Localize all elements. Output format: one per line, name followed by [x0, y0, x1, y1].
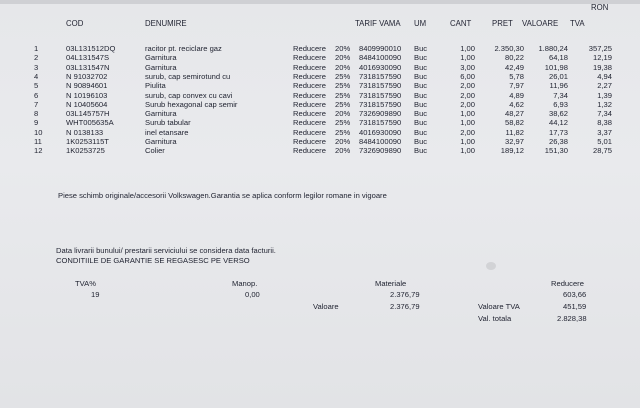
col-header-tva: TVA: [570, 19, 585, 28]
cell-pct: 25%: [335, 90, 351, 100]
cell-um: Buc: [414, 44, 428, 53]
cell-valoare: 64,18: [548, 53, 568, 63]
cell-nr: 8: [34, 109, 39, 119]
cell-um: Buc: [414, 53, 428, 63]
cell-cant: 2,00: [460, 81, 475, 91]
cell-cod: 1K0253115T: [66, 137, 109, 146]
cell-cod: 1K0253725: [66, 146, 105, 156]
cell-um: Buc: [414, 137, 428, 146]
valoare-tva-value: 451,59: [563, 302, 587, 311]
cell-cant: 1,00: [460, 53, 475, 63]
cell-pret: 42,49: [504, 62, 524, 72]
scan-smudge: [486, 262, 496, 270]
cell-cod: N 10405604: [66, 99, 108, 109]
volkswagen-note: Piese schimb originale/accesorii Volkswagen.Garantia se aplica conform legilor romane in vigoare: [58, 191, 387, 200]
cell-cant: 3,00: [460, 62, 475, 72]
cell-tva: 1,39: [597, 90, 612, 100]
cell-tva: 7,34: [597, 109, 612, 119]
table-row: [0, 100, 640, 109]
cell-cant: 1,00: [460, 137, 475, 146]
cell-tva: 8,38: [597, 118, 612, 128]
cell-denumire: Garnitura: [145, 53, 177, 63]
cell-denumire: Surub hexagonal cap semir: [145, 99, 238, 109]
tva-percent-value: 19: [91, 290, 100, 299]
cell-pct: 20%: [335, 109, 351, 119]
tva-percent-label: TVA%: [75, 279, 96, 288]
cell-tva: 357,25: [588, 44, 612, 53]
cell-cant: 1,00: [460, 146, 475, 156]
cell-nr: 10: [34, 127, 43, 137]
cell-um: Buc: [414, 62, 428, 72]
cell-tarif: 7318157590: [359, 81, 402, 91]
cell-denumire: Garnitura: [145, 137, 177, 146]
cell-pret: 80,22: [504, 53, 524, 63]
cell-reducere: Reducere: [293, 53, 326, 63]
cell-pct: 25%: [335, 127, 351, 137]
cell-cant: 6,00: [460, 71, 475, 81]
col-header-tarif-vama: TARIF VAMA: [355, 19, 401, 28]
valoare-value: 2.376,79: [390, 302, 420, 311]
cell-um: Buc: [414, 118, 428, 128]
cell-valoare: 11,96: [549, 81, 568, 91]
table-row: [0, 44, 640, 53]
cell-valoare: 17,73: [548, 127, 568, 137]
cell-nr: 7: [34, 99, 39, 109]
cell-denumire: Garnitura: [145, 62, 177, 72]
cell-cant: 1,00: [460, 109, 475, 119]
cell-nr: 5: [34, 81, 39, 91]
table-row: [0, 109, 640, 118]
cell-um: Buc: [414, 127, 428, 137]
cell-denumire: racitor pt. reciclare gaz: [145, 44, 222, 53]
cell-tarif: 8409990010: [359, 44, 402, 53]
cell-tarif: 7318157590: [359, 90, 402, 100]
cell-tarif: 8484100090: [359, 53, 402, 63]
cell-pret: 189,12: [500, 146, 524, 156]
cell-pct: 25%: [335, 81, 351, 91]
cell-valoare: 6,93: [553, 99, 568, 109]
cell-tva: 28,75: [592, 146, 612, 156]
table-row: [0, 72, 640, 81]
cell-valoare: 26,01: [548, 71, 568, 81]
cell-tva: 19,38: [592, 62, 612, 72]
cell-reducere: Reducere: [293, 62, 326, 72]
cell-cod: 03L131547N: [66, 62, 110, 72]
reducere-label: Reducere: [551, 279, 584, 288]
cell-reducere: Reducere: [293, 90, 326, 100]
col-header-valoare: VALOARE: [522, 19, 559, 28]
top-edge: [0, 0, 640, 4]
cell-um: Buc: [414, 109, 428, 119]
cell-um: Buc: [414, 90, 428, 100]
cell-tva: 4,94: [597, 71, 612, 81]
cell-tva: 3,37: [597, 127, 612, 137]
cell-denumire: Piulita: [145, 81, 166, 91]
cell-reducere: Reducere: [293, 81, 326, 91]
cell-pret: 58,82: [504, 118, 524, 128]
cell-tva: 12,19: [592, 53, 612, 63]
warranty-note: CONDITIILE DE GARANTIE SE REGASESC PE VERSO: [56, 256, 250, 265]
cell-reducere: Reducere: [293, 109, 326, 119]
cell-denumire: Colier: [145, 146, 165, 156]
delivery-note: Data livrarii bunului/ prestarii serviciului se considera data facturii.: [56, 246, 276, 255]
val-totala-label: Val. totala: [478, 314, 512, 323]
table-row: [0, 53, 640, 62]
val-totala-value: 2.828,38: [557, 314, 587, 323]
cell-reducere: Reducere: [293, 44, 326, 53]
cell-denumire: Surub tabular: [145, 118, 191, 128]
cell-tarif: 4016930090: [359, 127, 402, 137]
valoare-label: Valoare: [313, 302, 339, 311]
materiale-value: 2.376,79: [390, 290, 420, 299]
cell-cant: 2,00: [460, 90, 475, 100]
cell-cant: 2,00: [460, 127, 475, 137]
cell-um: Buc: [414, 99, 428, 109]
cell-pct: 25%: [335, 71, 351, 81]
cell-cod: N 91032702: [66, 71, 108, 81]
manop-label: Manop.: [232, 279, 258, 288]
table-row: [0, 128, 640, 137]
cell-um: Buc: [414, 71, 428, 81]
cell-valoare: 38,62: [548, 109, 568, 119]
cell-tarif: 7326909890: [359, 109, 402, 119]
cell-pct: 20%: [335, 44, 351, 53]
cell-tarif: 7326909890: [359, 146, 402, 156]
cell-pret: 11,82: [505, 127, 524, 137]
table-row: [0, 91, 640, 100]
table-row: [0, 137, 640, 146]
cell-nr: 1: [34, 44, 39, 53]
cell-um: Buc: [414, 146, 428, 156]
cell-pret: 4,62: [509, 99, 524, 109]
cell-tva: 1,32: [597, 99, 612, 109]
cell-reducere: Reducere: [293, 118, 326, 128]
cell-cant: 1,00: [460, 44, 475, 53]
cell-cod: N 10196103: [66, 90, 108, 100]
cell-reducere: Reducere: [293, 137, 326, 146]
cell-pct: 25%: [335, 99, 351, 109]
table-row: [0, 118, 640, 127]
cell-nr: 4: [34, 71, 39, 81]
cell-valoare: 101,98: [544, 62, 568, 72]
cell-tarif: 8484100090: [359, 137, 402, 146]
cell-nr: 2: [34, 53, 39, 63]
cell-cod: 03L145757H: [66, 109, 110, 119]
cell-nr: 11: [34, 137, 42, 146]
currency-label: RON: [591, 3, 609, 12]
manop-value: 0,00: [245, 290, 260, 299]
cell-pret: 7,97: [509, 81, 524, 91]
cell-cod: 04L131547S: [66, 53, 110, 63]
cell-valoare: 151,30: [544, 146, 568, 156]
cell-pct: 20%: [335, 137, 351, 146]
cell-denumire: Garnitura: [145, 109, 177, 119]
cell-pret: 48,27: [504, 109, 524, 119]
cell-cod: 03L131512DQ: [66, 44, 116, 53]
cell-nr: 3: [34, 62, 39, 72]
cell-valoare: 1.880,24: [538, 44, 568, 53]
cell-pret: 32,97: [504, 137, 524, 146]
cell-nr: 6: [34, 90, 39, 100]
cell-tarif: 4016930090: [359, 62, 402, 72]
table-row: [0, 146, 640, 155]
cell-valoare: 7,34: [553, 90, 568, 100]
cell-pret: 5,78: [509, 71, 524, 81]
cell-tarif: 7318157590: [359, 118, 402, 128]
cell-um: Buc: [414, 81, 428, 91]
cell-pct: 20%: [335, 146, 351, 156]
cell-reducere: Reducere: [293, 127, 326, 137]
cell-pct: 20%: [335, 62, 351, 72]
cell-pct: 25%: [335, 118, 351, 128]
reducere-value: 603,66: [563, 290, 587, 299]
materiale-label: Materiale: [375, 279, 407, 288]
col-header-cod: COD: [66, 19, 84, 28]
cell-denumire: surub, cap semirotund cu: [145, 71, 231, 81]
cell-tva: 5,01: [597, 137, 612, 146]
col-header-um: UM: [414, 19, 427, 28]
cell-cant: 1,00: [460, 118, 475, 128]
cell-cod: N 90894601: [66, 81, 108, 91]
cell-cant: 2,00: [460, 99, 475, 109]
cell-tarif: 7318157590: [359, 99, 402, 109]
table-row: [0, 81, 640, 90]
cell-cod: N 0138133: [66, 127, 104, 137]
cell-nr: 12: [34, 146, 43, 156]
cell-pret: 4,89: [509, 90, 524, 100]
cell-reducere: Reducere: [293, 146, 326, 156]
cell-reducere: Reducere: [293, 71, 326, 81]
cell-valoare: 44,12: [548, 118, 568, 128]
cell-pct: 20%: [335, 53, 351, 63]
cell-nr: 9: [34, 118, 39, 128]
cell-tva: 2,27: [597, 81, 612, 91]
cell-cod: WHT005635A: [66, 118, 114, 128]
valoare-tva-label: Valoare TVA: [478, 302, 520, 311]
col-header-denumire: DENUMIRE: [145, 19, 187, 28]
cell-reducere: Reducere: [293, 99, 326, 109]
col-header-pret: PRET: [492, 19, 513, 28]
col-header-cant: CANT: [450, 19, 472, 28]
cell-denumire: surub, cap convex cu cavi: [145, 90, 233, 100]
cell-pret: 2.350,30: [494, 44, 524, 53]
table-row: [0, 63, 640, 72]
cell-valoare: 26,38: [548, 137, 568, 146]
cell-tarif: 7318157590: [359, 71, 402, 81]
cell-denumire: inel etansare: [145, 127, 189, 137]
